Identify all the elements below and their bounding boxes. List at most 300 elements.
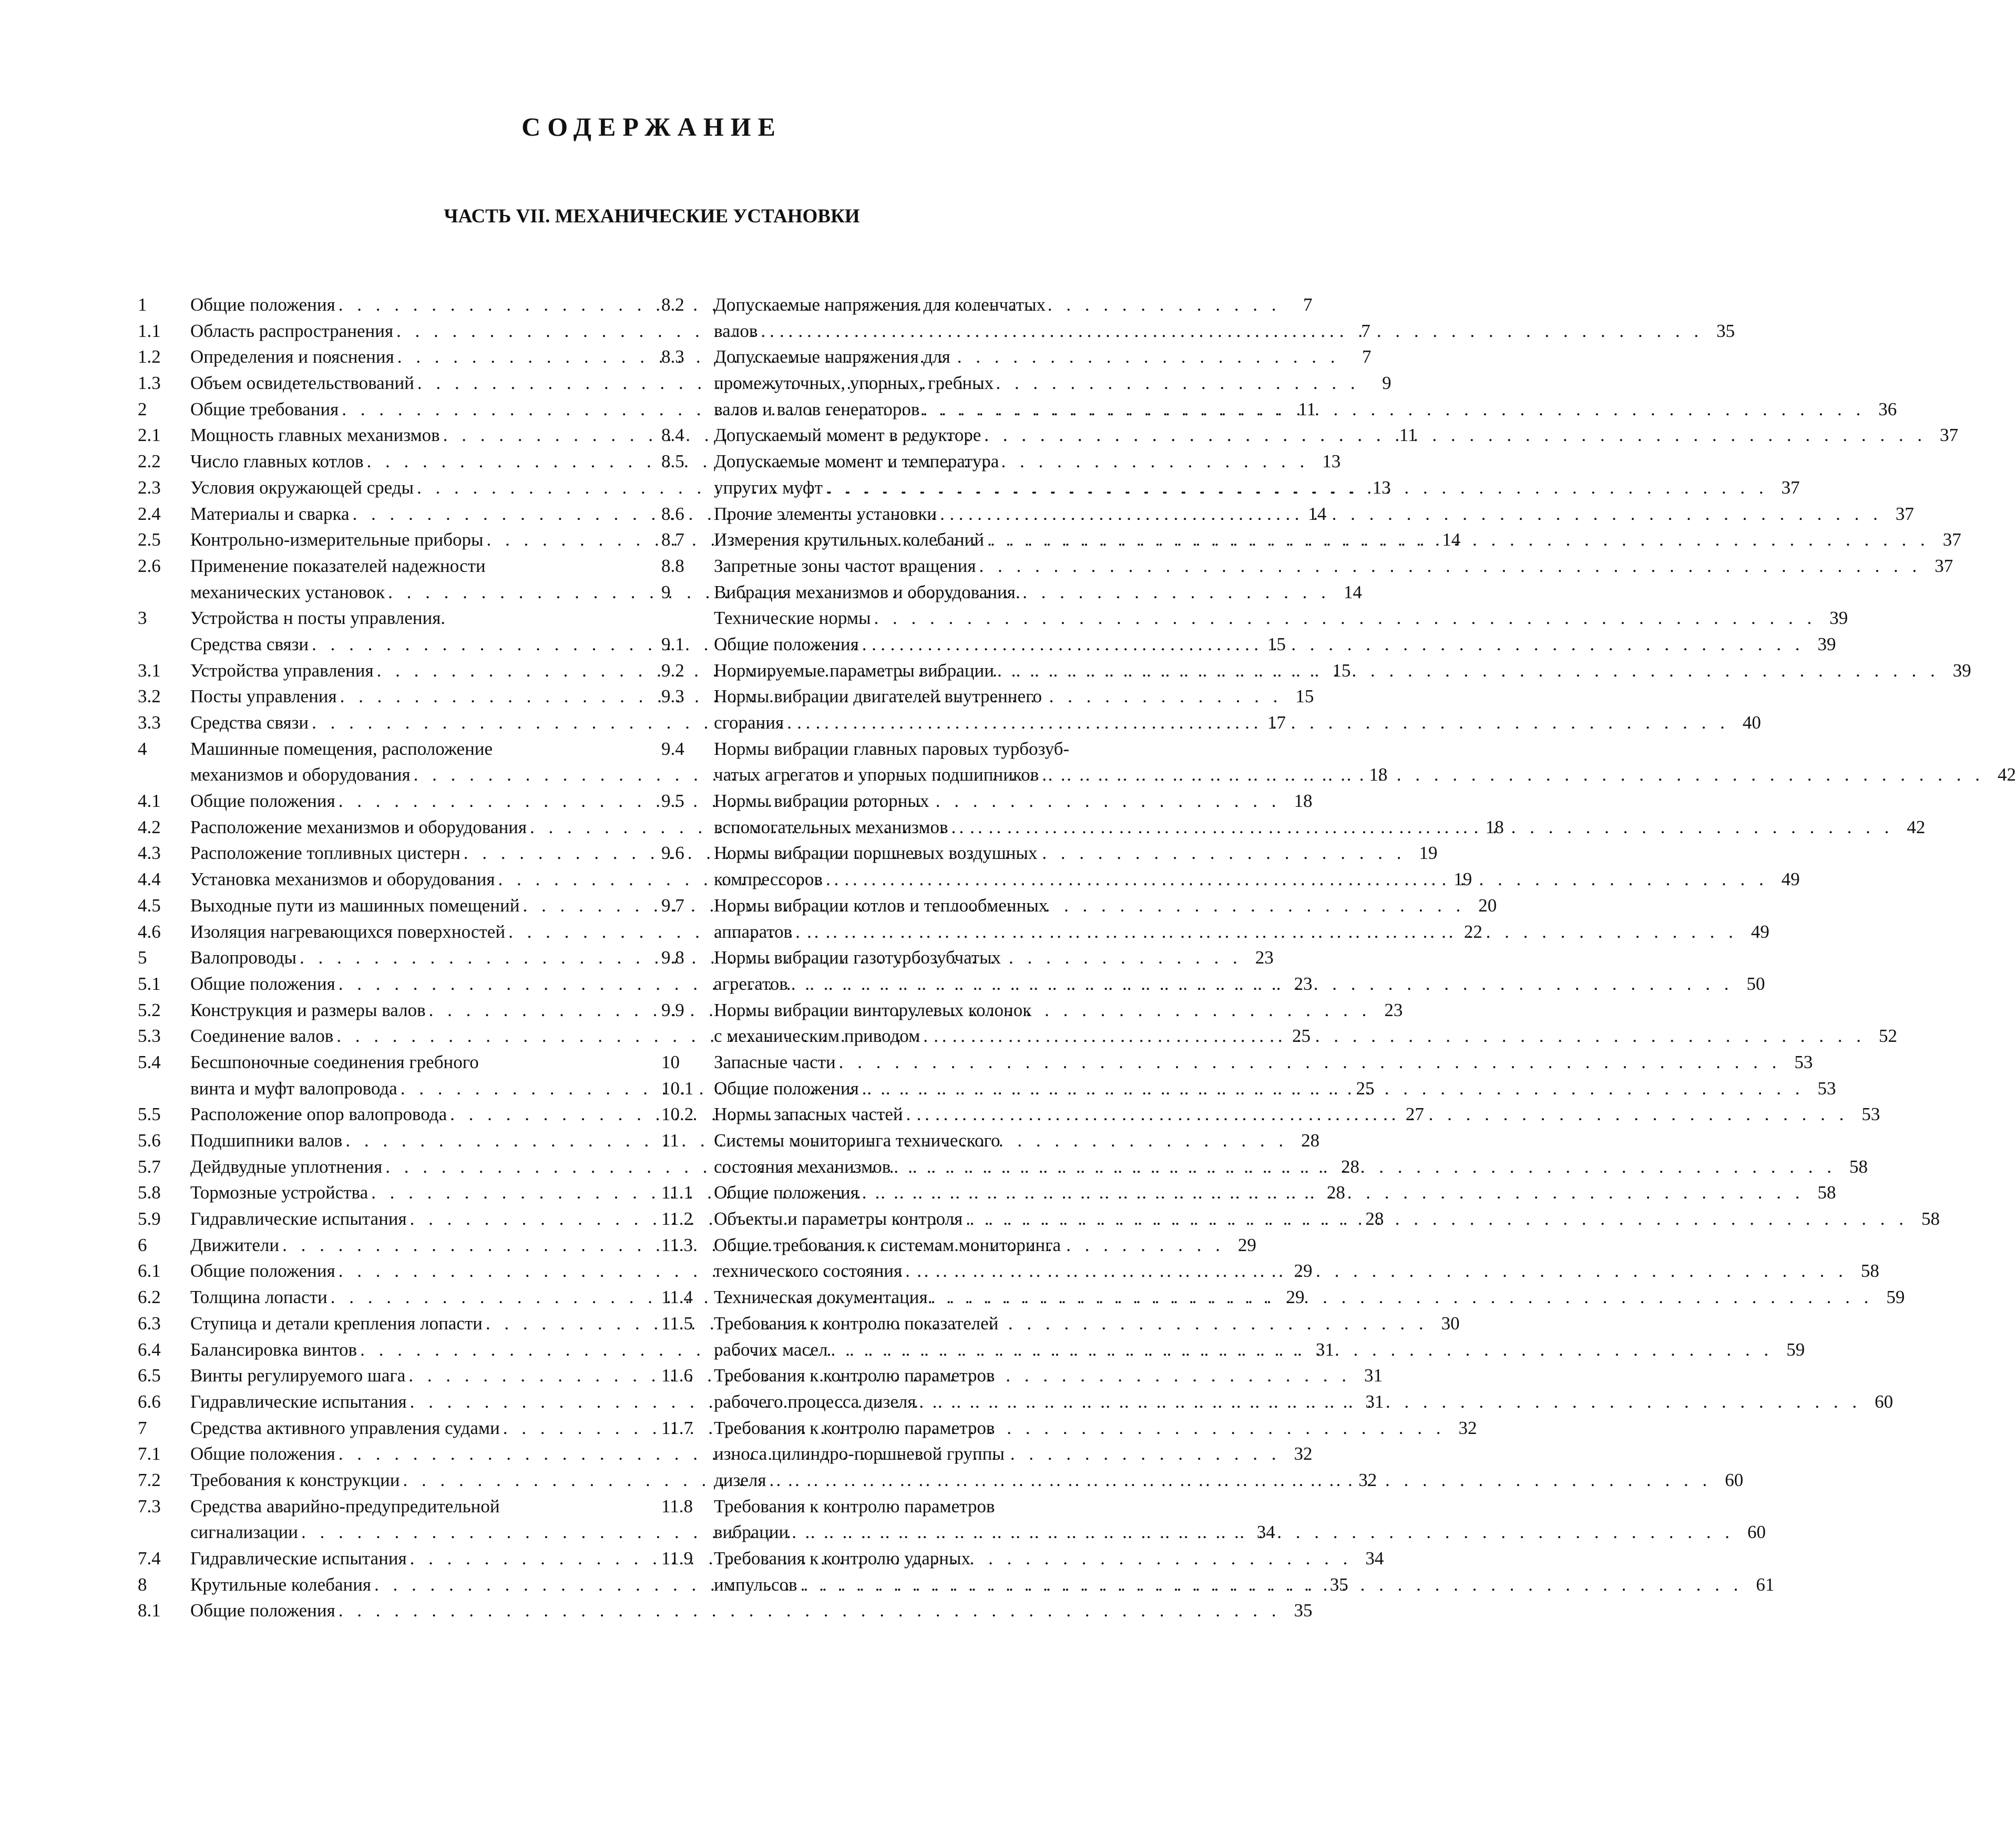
toc-dot-leader	[859, 1075, 1807, 1102]
toc-entry-title: Винты регулируемого шага	[190, 1365, 406, 1386]
toc-page-number: 23	[1255, 947, 1274, 968]
toc-entry-title: Средства аварийно-предупредительной	[190, 1495, 500, 1517]
toc-entry-title: Общие положения	[190, 1261, 335, 1282]
toc-entry-number: 7.2	[138, 1469, 161, 1490]
toc-entry-title: износа цилиндро-поршневой группы	[714, 1443, 1005, 1464]
toc-page-number: 22	[1464, 921, 1482, 942]
toc-page-number: 27	[1405, 1104, 1424, 1125]
toc-entry-title: сгорания	[714, 712, 784, 733]
toc-page-number: 35	[1294, 1600, 1313, 1621]
toc-entry-title: Допускаемые напряжения для коленчатых	[714, 294, 1046, 315]
toc-page-number: 34	[1365, 1548, 1384, 1569]
toc-page-number: 13	[1372, 477, 1391, 498]
toc-page-number: 15	[1267, 633, 1286, 654]
toc-dot-leader	[903, 1101, 1851, 1128]
toc-entry-number: 9.7	[661, 895, 684, 916]
toc-entry-title: Нормируемые параметры вибрации	[714, 660, 994, 681]
toc-dot-leader	[902, 1258, 1850, 1284]
toc-page-number: 11	[1399, 425, 1417, 446]
toc-entry-number: 8.2	[661, 294, 684, 315]
toc-entry-title: Расположение механизмов и оборудования	[190, 816, 527, 837]
toc-page-number: 59	[1886, 1287, 1905, 1308]
toc-entry-title: Толщина лопасти	[190, 1287, 328, 1308]
toc-entry-number: 4.3	[138, 843, 161, 864]
toc-entry-number: 9.9	[661, 999, 684, 1020]
toc-page-number: 25	[1292, 1026, 1311, 1047]
toc-dot-leader	[928, 1284, 1876, 1310]
toc-entry-number: 10.2	[661, 1104, 694, 1125]
toc-page-number: 20	[1478, 895, 1497, 916]
toc-entry-number: 6.1	[138, 1261, 161, 1282]
toc-page-number: 36	[1878, 398, 1897, 419]
toc-entry-title: Гидравлические испытания	[190, 1391, 407, 1412]
toc-dot-leader	[797, 1572, 1745, 1598]
toc-page-number: 39	[1829, 608, 1848, 629]
toc-entry-line	[661, 1545, 1160, 1572]
toc-entry-title: Вибрация механизмов и оборудования.	[714, 581, 1020, 602]
toc-page-number: 37	[1781, 477, 1800, 498]
toc-entry-title: сигнализации	[190, 1522, 298, 1543]
toc-page-number: 35	[1329, 1574, 1348, 1595]
toc-page-number: 23	[1384, 999, 1403, 1020]
toc-entry-number: 2.1	[138, 425, 161, 446]
toc-page-number: 60	[1725, 1469, 1744, 1490]
toc-page-number: 58	[1849, 1156, 1868, 1177]
toc-page-number: 30	[1441, 1313, 1460, 1334]
toc-entry-title: Устройства управления	[190, 660, 374, 681]
toc-entry-title: рабочего процесса дизеля	[714, 1391, 916, 1412]
toc-entry-number: 6.6	[138, 1391, 161, 1412]
toc-entry-number: 2.5	[138, 529, 161, 550]
toc-entry-line	[661, 1310, 1160, 1337]
toc-entry-title: Тормозные устройства	[190, 1182, 369, 1203]
toc-entry-title: Нормы вибрации газотурбозубчатых	[714, 947, 1001, 968]
toc-page-number: 60	[1875, 1391, 1894, 1412]
toc-page-number: 61	[1756, 1574, 1775, 1595]
toc-dot-leader	[788, 971, 1736, 997]
toc-entry-number: 8.6	[661, 503, 684, 524]
toc-entry-line	[138, 736, 636, 762]
toc-entry-title: дизеля	[714, 1469, 766, 1490]
toc-page-number: 31	[1364, 1365, 1383, 1386]
toc-entry-title: Устройства н посты управления.	[190, 608, 446, 629]
toc-entry-number: 4.1	[138, 791, 161, 812]
toc-entry-title: Бесшпоночные соединения гребного	[190, 1051, 479, 1072]
toc-entry-number: 4.6	[138, 921, 161, 942]
toc-entry-number: 7.4	[138, 1548, 161, 1569]
toc-entry-line	[661, 1049, 1813, 1075]
toc-entry-title: Общие положения	[190, 791, 335, 812]
toc-page-number: 53	[1861, 1104, 1880, 1125]
toc-entry-number: 8.7	[661, 529, 684, 550]
toc-entry-number: 5	[138, 947, 147, 968]
toc-page-number: 52	[1879, 1026, 1897, 1047]
toc-entry-title: Область распространения	[190, 320, 394, 341]
toc-entry	[138, 1597, 1313, 1624]
toc-entry-number: 5.3	[138, 1026, 161, 1047]
toc-entry-line	[661, 736, 1160, 762]
toc-entry-title: Общие требования	[190, 398, 339, 419]
toc-page-number: 60	[1747, 1522, 1766, 1543]
toc-entry-number: 3.2	[138, 686, 161, 707]
toc-entry-line	[661, 683, 1160, 710]
toc-dot-leader	[963, 1206, 1910, 1232]
toc-entry-title: Допускаемые момент и температура	[714, 451, 999, 472]
toc-page-number: 32	[1458, 1417, 1477, 1438]
toc-entry-title: Условия окружающей среды	[190, 477, 414, 498]
toc-page-number: 14	[1343, 581, 1362, 602]
toc-entry-title: с механическим приводом	[714, 1026, 920, 1047]
toc-entry-number: 8.1	[138, 1600, 161, 1621]
toc-entry-title: агрегатов	[714, 973, 788, 994]
toc-entry-line	[138, 1493, 636, 1520]
toc-entry	[661, 553, 1953, 579]
toc-entry-number: 6.4	[138, 1339, 161, 1360]
toc-entry-number: 8	[138, 1574, 147, 1595]
toc-dot-leader	[919, 396, 1867, 423]
toc-page-number: 58	[1860, 1261, 1879, 1282]
toc-entry-title: Соединение валов	[190, 1026, 334, 1047]
toc-entry-number: 2	[138, 398, 147, 419]
toc-dot-leader	[994, 658, 1942, 684]
toc-entry-number: 5.6	[138, 1130, 161, 1151]
toc-entry-title: Общие положения	[714, 1078, 859, 1099]
toc-entry-title: Требования к контролю показателей	[714, 1313, 999, 1334]
toc-entry-number: 7.1	[138, 1443, 161, 1464]
toc-entry-title: винта и муфт валопровода	[190, 1078, 397, 1099]
toc-dot-leader	[871, 605, 1819, 631]
toc-entry-title: Прочие элементы установки	[714, 503, 937, 524]
toc-page-number: 35	[1716, 320, 1735, 341]
toc-page-number: 25	[1356, 1078, 1375, 1099]
toc-entry-title: вибрации	[714, 1522, 789, 1543]
toc-entry-title: Определения и пояснения	[190, 346, 394, 367]
toc-entry-line	[661, 344, 1160, 370]
toc-dot-leader	[836, 1049, 1784, 1075]
toc-entry-number: 1.3	[138, 373, 161, 394]
toc-entry-number: 2.2	[138, 451, 161, 472]
toc-entry-number: 5.7	[138, 1156, 161, 1177]
toc-entry-number: 1.1	[138, 320, 161, 341]
toc-entry-title: Материалы и сварка	[190, 503, 350, 524]
toc-entry-number: 8.5	[661, 451, 684, 472]
toc-entry-number: 9	[661, 581, 671, 602]
toc-entry	[661, 292, 1735, 344]
toc-entry-number: 9.8	[661, 947, 684, 968]
toc-page-number: 13	[1322, 451, 1341, 472]
toc-entry-title: Нормы вибрации двигателей внутреннего	[714, 686, 1042, 707]
toc-entry-title: Требования к контролю параметров	[714, 1495, 995, 1517]
toc-entry-number: 11.8	[661, 1495, 693, 1517]
toc-page-number: 49	[1751, 921, 1769, 942]
toc-entry-title: Запасные части	[714, 1051, 836, 1072]
toc-entry-number: 5.2	[138, 999, 161, 1020]
toc-entry-title: Нормы вибрации главных паровых турбозуб-	[714, 738, 1070, 759]
toc-entry-number: 9.3	[661, 686, 684, 707]
toc-entry-number: 11.5	[661, 1313, 693, 1334]
toc-page-number: 42	[1997, 764, 2016, 785]
toc-dot-leader	[335, 1597, 1283, 1624]
toc-page-number: 9	[1382, 373, 1391, 394]
toc-entry-title: Допускаемый момент в редукторе	[714, 425, 981, 446]
toc-entry-title: Нормы вибрации винторулевых колонок	[714, 999, 1032, 1020]
toc-entry-number: 9.6	[661, 843, 684, 864]
toc-entry-title: Общие положения	[190, 1443, 335, 1464]
toc-entry-number: 6.3	[138, 1313, 161, 1334]
toc-page-number: 29	[1294, 1261, 1313, 1282]
toc-entry-number: 4.4	[138, 869, 161, 890]
toc-entry-line	[661, 893, 1160, 919]
toc-entry-line	[661, 605, 1848, 631]
toc-entry-title: Гидравлические испытания	[190, 1548, 407, 1569]
toc-entry-title: Объекты и параметры контроля	[714, 1208, 963, 1230]
toc-entry-title: валов и валов генераторов	[714, 398, 920, 419]
toc-entry-title: Машинные помещения, расположение	[190, 738, 493, 759]
toc-entry-line	[661, 292, 1160, 318]
toc-entry-title: Нормы вибрации котлов и теплообменных	[714, 895, 1048, 916]
toc-entry-line	[661, 1441, 1160, 1467]
toc-entry-line	[661, 318, 1735, 344]
toc-page-number: 29	[1286, 1287, 1305, 1308]
toc-page-number: 59	[1786, 1339, 1805, 1360]
toc-entry-title: технического состояния	[714, 1261, 903, 1282]
toc-page-number: 58	[1817, 1182, 1836, 1203]
toc-dot-leader	[792, 919, 1740, 945]
toc-entry-number: 1.2	[138, 346, 161, 367]
toc-dot-leader	[976, 553, 1924, 579]
toc-entry-title: Средства активного управления судами	[190, 1417, 500, 1438]
toc-entry-number: 11.3	[661, 1234, 693, 1255]
toc-entry-number: 5.5	[138, 1104, 161, 1125]
toc-entry-title: Ступица и детали крепления лопасти	[190, 1313, 483, 1334]
toc-entry-title: Нормы вибрации роторных	[714, 791, 929, 812]
toc-dot-leader	[920, 1023, 1868, 1049]
toc-entry-title: Установка механизмов и оборудования	[190, 869, 495, 890]
toc-page-number: 19	[1454, 869, 1472, 890]
toc-entry-line	[138, 1597, 1313, 1624]
toc-entry-line	[661, 788, 1160, 814]
toc-entry-number: 11.1	[661, 1182, 693, 1203]
toc-entry-number: 5.8	[138, 1182, 161, 1203]
toc-page-number: 31	[1365, 1391, 1384, 1412]
toc-entry-line	[661, 448, 1160, 475]
toc-entry-title: Балансировка винтов	[190, 1339, 357, 1360]
toc-page-number: 28	[1301, 1130, 1320, 1151]
toc-page-number: 53	[1794, 1051, 1813, 1072]
toc-entry-number: 11.6	[661, 1365, 693, 1386]
toc-entry-number: 5.9	[138, 1208, 161, 1230]
toc-entry-title: компрессоров	[714, 869, 823, 890]
toc-entry-number: 9.2	[661, 660, 684, 681]
toc-dot-leader	[984, 527, 1932, 553]
toc-dot-leader	[1039, 762, 1987, 788]
toc-entry-number: 11	[661, 1130, 679, 1151]
toc-entry-title: чатых агрегатов и упорных подшипников	[714, 764, 1039, 785]
toc-entry-title: Объем освидетельствований	[190, 373, 414, 394]
toc-page-number: 7	[1361, 320, 1370, 341]
toc-entry-title: Общие положения	[190, 294, 335, 315]
toc-entry-title: рабочих масел	[714, 1339, 828, 1360]
toc-dot-leader	[981, 422, 1929, 448]
toc-entry-title: Выходные пути из машинных помещений	[190, 895, 520, 916]
toc-dot-leader	[823, 866, 1771, 893]
toc-page-number: 39	[1817, 633, 1836, 654]
toc-entry-number: 8.4	[661, 425, 684, 446]
toc-page-number: 18	[1294, 791, 1313, 812]
toc-entry-line	[661, 1415, 1160, 1441]
toc-entry-number: 6	[138, 1234, 147, 1255]
toc-entry-title: импульсов	[714, 1574, 797, 1595]
toc-dot-leader	[937, 501, 1885, 527]
toc-entry-line	[661, 840, 1160, 866]
page-title: СОДЕРЖАНИЕ	[521, 112, 782, 141]
toc-entry-number: 3	[138, 608, 147, 629]
toc-page-number: 40	[1742, 712, 1761, 733]
toc-entry-line	[661, 997, 1160, 1023]
toc-entry-title: Посты управления	[190, 686, 337, 707]
toc-entry-title: упругих муфт	[714, 477, 823, 498]
toc-entry-title: Техническая документация	[714, 1287, 928, 1308]
toc-page-number: 42	[1907, 816, 1926, 837]
toc-entry-number: 7.3	[138, 1495, 161, 1517]
toc-page-number: 50	[1746, 973, 1765, 994]
toc-page-number: 37	[1895, 503, 1914, 524]
toc-entry-number: 5.4	[138, 1051, 161, 1072]
toc-page-number: 58	[1921, 1208, 1940, 1230]
toc-entry-title: Нормы вибрации поршневых воздушных	[714, 843, 1038, 864]
toc-entry-title: Расположение топливных цистерн	[190, 843, 460, 864]
toc-entry-title: Измерения крутильных колебаний	[714, 529, 984, 550]
toc-entry-line	[661, 553, 1953, 579]
toc-entry-title: Общие положения	[714, 1182, 859, 1203]
toc-entry-number: 7	[138, 1417, 147, 1438]
toc-entry-number: 4.2	[138, 816, 161, 837]
toc-entry	[661, 1049, 1813, 1075]
toc-entry-number: 11.4	[661, 1287, 693, 1308]
toc-entry-title: Технические нормы	[714, 608, 871, 629]
toc-page-number: 34	[1256, 1522, 1275, 1543]
toc-dot-leader	[784, 710, 1732, 736]
toc-entry-number: 4.5	[138, 895, 161, 916]
toc-entry-title: Дейдвудные уплотнения	[190, 1156, 383, 1177]
toc-page-number: 15	[1332, 660, 1351, 681]
toc-entry-title: механических установок	[190, 581, 385, 602]
toc-entry-title: Средства связи	[190, 633, 309, 654]
toc-page-number: 28	[1365, 1208, 1384, 1230]
toc-page-number: 23	[1294, 973, 1313, 994]
toc-page-number: 14	[1442, 529, 1461, 550]
toc-dot-leader	[823, 475, 1771, 501]
toc-entry-number: 10	[661, 1051, 680, 1072]
toc-entry-title: Число главных котлов	[190, 451, 364, 472]
toc-entry-number: 10.1	[661, 1078, 694, 1099]
toc-entry-number: 3.3	[138, 712, 161, 733]
toc-entry-number: 1	[138, 294, 147, 315]
toc-entry-title: промежуточных, упорных, гребных	[714, 373, 994, 394]
toc-entry-title: Валопроводы	[190, 947, 296, 968]
toc-page-number: 31	[1315, 1339, 1334, 1360]
toc-entry-title: валов	[714, 320, 758, 341]
toc-entry-number: 5.1	[138, 973, 161, 994]
toc-entry-title: Общие положения	[190, 1600, 335, 1621]
toc-entry-title: Требования к контролю ударных	[714, 1548, 971, 1569]
toc-entry-number: 9.1	[661, 633, 684, 654]
toc-dot-leader	[758, 318, 1705, 344]
toc-entry-line	[661, 1493, 1160, 1520]
toc-page-number: 53	[1817, 1078, 1836, 1099]
toc-entry-title: Системы мониторинга технического	[714, 1130, 1000, 1151]
toc-entry-title: Требования к контролю параметров	[714, 1417, 995, 1438]
toc-entry-line	[661, 370, 1160, 396]
toc-page-number: 18	[1369, 764, 1388, 785]
toc-dot-leader	[948, 814, 1896, 841]
toc-entry-title: Требования к конструкции	[190, 1469, 400, 1490]
toc-entry-title: Общие положения	[714, 633, 859, 654]
toc-page-number: 28	[1326, 1182, 1345, 1203]
toc-page-number: 37	[1940, 425, 1959, 446]
toc-entry-title: Крутильные колебания	[190, 1574, 372, 1595]
toc-dot-leader	[827, 1337, 1775, 1363]
toc-dot-leader	[766, 1467, 1714, 1493]
toc-entry-title: Контрольно-измерительные приборы	[190, 529, 484, 550]
toc-page-number: 18	[1485, 816, 1504, 837]
toc-entry-title: Движители	[190, 1234, 280, 1255]
toc-dot-leader	[859, 1180, 1807, 1206]
toc-entry-number: 11.7	[661, 1417, 693, 1438]
toc-entry-title: Средства связи	[190, 712, 309, 733]
toc-entry-number: 9.4	[661, 738, 684, 759]
toc-page-number: 28	[1340, 1156, 1359, 1177]
toc-entry-title: Изоляция нагревающихся поверхностей	[190, 921, 506, 942]
toc-entry-number: 2.3	[138, 477, 161, 498]
toc-entry-title: Гидравлические испытания	[190, 1208, 407, 1230]
toc-entry-number: 9.5	[661, 791, 684, 812]
part-heading: ЧАСТЬ VII. МЕХАНИЧЕСКИЕ УСТАНОВКИ	[444, 206, 860, 227]
toc-entry-line	[661, 1232, 1160, 1258]
toc-entry-number: 6.2	[138, 1287, 161, 1308]
toc-page-number: 11	[1298, 398, 1316, 419]
toc-entry-title: Применение показателей надежности	[190, 555, 486, 576]
toc-entry-line	[661, 1362, 1160, 1389]
toc-entry-title: состояния механизмов	[714, 1156, 891, 1177]
toc-entry-title: Допускаемые напряжения для	[714, 346, 950, 367]
toc-page-number: 32	[1358, 1469, 1377, 1490]
toc-page-number: 29	[1237, 1234, 1256, 1255]
toc-entry-title: Мощность главных механизмов	[190, 425, 440, 446]
toc-dot-leader	[789, 1519, 1736, 1545]
toc-entry-title: Конструкция и размеры валов	[190, 999, 426, 1020]
toc-entry-title: Требования к контролю параметров	[714, 1365, 995, 1386]
toc-dot-leader	[891, 1154, 1838, 1180]
toc-entry-title: Общие положения	[190, 973, 335, 994]
toc-entry-title: Расположение опор валопровода	[190, 1104, 447, 1125]
toc-entry-number: 4	[138, 738, 147, 759]
toc-entry-number: 8.3	[661, 346, 684, 367]
toc-entry-line	[138, 605, 636, 631]
toc-entry-title: аппаратов	[714, 921, 793, 942]
toc-page-number: 49	[1781, 869, 1800, 890]
toc-page-number: 37	[1942, 529, 1961, 550]
toc-entry-line	[661, 579, 1160, 606]
toc-entry-title: Подшипники валов	[190, 1130, 343, 1151]
toc-page-number: 37	[1935, 555, 1953, 576]
toc-entry-number: 6.5	[138, 1365, 161, 1386]
toc-page-number: 17	[1267, 712, 1286, 733]
toc-page-number: 15	[1295, 686, 1314, 707]
toc-entry-line	[661, 1128, 1160, 1154]
toc-entry-number: 2.4	[138, 503, 161, 524]
toc-page-number: 7	[1303, 294, 1313, 315]
